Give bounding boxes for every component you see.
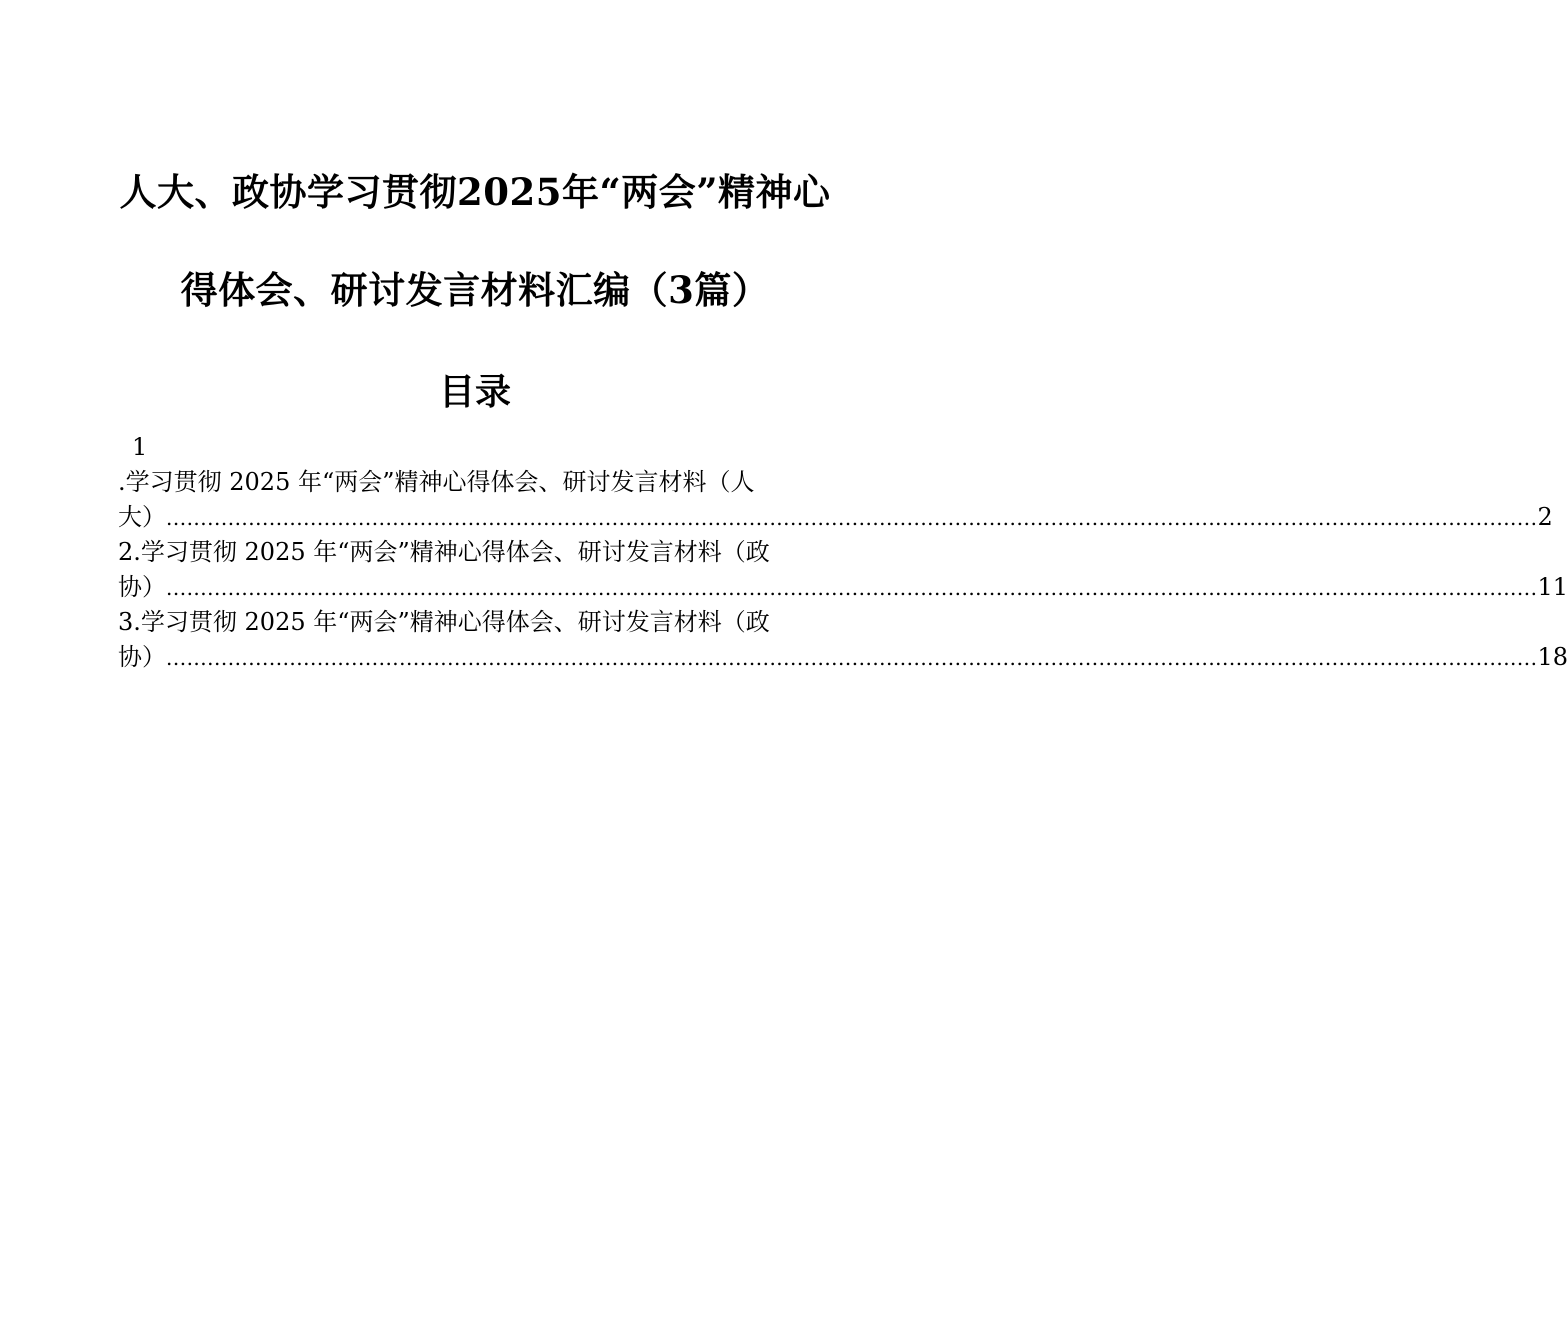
toc-entry-3-continuation[interactable]	[118, 640, 1568, 675]
toc-entry-3-page-number: 18	[1537, 643, 1568, 671]
document-title-line-1: 人大、政协学习贯彻2025年“两会”精神心	[119, 170, 831, 214]
toc-leader-dots: ........................................................................................................................................................................................................	[166, 646, 1538, 670]
toc-entry-1-title[interactable]: .学习贯彻 2025 年“两会”精神心得体会、研讨发言材料（人	[118, 468, 755, 496]
document-title-line-2: 得体会、研讨发言材料汇编（3篇）	[180, 268, 770, 312]
toc-entry-3-title[interactable]: 3.学习贯彻 2025 年“两会”精神心得体会、研讨发言材料（政	[118, 608, 770, 636]
toc-entry-2-title[interactable]: 2.学习贯彻 2025 年“两会”精神心得体会、研讨发言材料（政	[118, 538, 770, 566]
toc-leader-dots: ........................................................................................................................................................................................................	[166, 576, 1538, 600]
toc-entry-1-continuation-text: 大）	[118, 503, 166, 531]
toc-leader-dots: ........................................................................................................................................................................................................	[166, 506, 1538, 530]
toc-entry-1-continuation[interactable]	[118, 500, 1553, 535]
toc-stray-number: 1	[132, 433, 148, 461]
table-of-contents	[118, 430, 1568, 675]
toc-heading: 目录	[438, 371, 511, 413]
toc-entry-3-continuation-text: 协）	[118, 643, 166, 671]
toc-entry-2-continuation[interactable]	[118, 570, 1568, 605]
toc-entry-1-page-number: 2	[1537, 503, 1553, 531]
toc-entry-2-page-number: 11	[1537, 573, 1568, 601]
toc-entry-2-continuation-text: 协）	[118, 573, 166, 601]
